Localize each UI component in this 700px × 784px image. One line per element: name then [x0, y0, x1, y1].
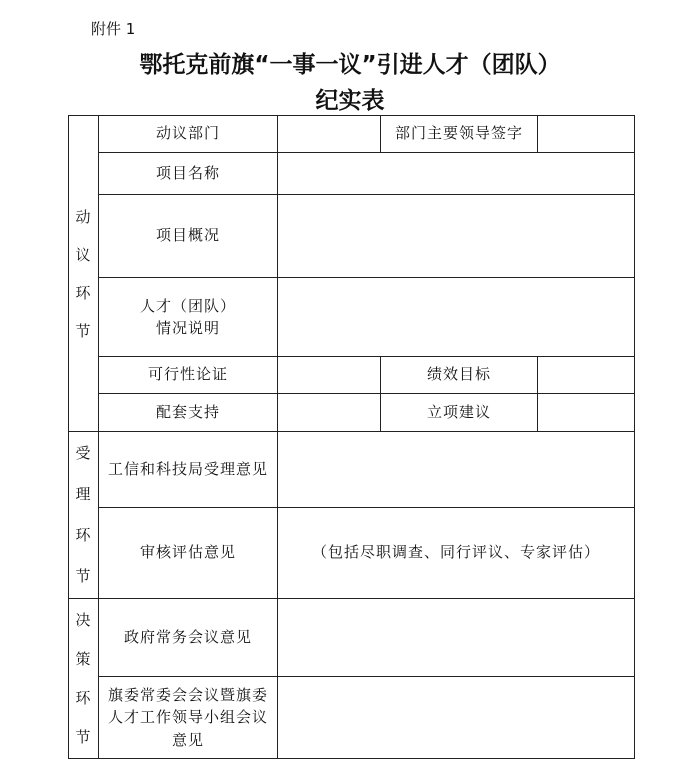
section-char: 环 — [75, 526, 92, 544]
label-line: 意见 — [171, 730, 204, 749]
section-char: 决 — [75, 610, 92, 629]
field-bureau-opinion[interactable] — [278, 432, 635, 508]
label-line: 旗委常委会会议暨旗委 — [107, 685, 268, 704]
table-row — [69, 153, 635, 195]
section-acceptance — [69, 432, 99, 599]
table-row — [69, 599, 635, 677]
table-row — [69, 508, 635, 599]
table-row — [69, 195, 635, 278]
section-char: 议 — [75, 245, 92, 264]
label-committee-opinion — [99, 677, 278, 759]
section-char: 节 — [75, 727, 92, 746]
section-char: 动 — [75, 207, 92, 226]
section-char: 节 — [75, 567, 92, 585]
label-proposing-dept: 动议部门 — [99, 116, 278, 153]
label-line: 情况说明 — [155, 319, 220, 337]
table-row — [69, 116, 635, 153]
section-char: 策 — [75, 649, 92, 668]
label-project-name: 项目名称 — [99, 153, 278, 195]
table-row — [69, 394, 635, 432]
document-title: 鄂托克前旗“一事一议”引进人才（团队） — [139, 52, 561, 78]
table-row — [69, 357, 635, 394]
record-table — [68, 115, 635, 759]
field-review-opinion[interactable]: （包括尽职调查、同行评议、专家评估） — [278, 508, 635, 599]
field-supporting-measures[interactable] — [278, 394, 381, 432]
field-dept-head-signature[interactable] — [538, 116, 635, 153]
field-feasibility[interactable] — [278, 357, 381, 394]
field-gov-meeting-opinion[interactable] — [278, 599, 635, 677]
section-char: 环 — [75, 283, 92, 302]
field-performance-goals[interactable] — [538, 357, 635, 394]
table-row — [69, 677, 635, 759]
label-line: 人才（团队） — [139, 296, 236, 315]
section-char: 节 — [75, 321, 92, 340]
section-char: 理 — [75, 485, 92, 503]
label-bureau-opinion: 工信和科技局受理意见 — [99, 432, 278, 508]
label-performance-goals: 绩效目标 — [381, 357, 538, 394]
section-proposal — [69, 116, 99, 432]
field-project-name[interactable] — [278, 153, 635, 195]
field-proposing-dept[interactable] — [278, 116, 381, 153]
field-talent-info[interactable] — [278, 278, 635, 357]
table-row — [69, 278, 635, 357]
table-row — [69, 432, 635, 508]
label-dept-head-signature: 部门主要领导签字 — [381, 116, 538, 153]
label-line: 人才工作领导小组会议 — [107, 708, 268, 727]
section-char: 受 — [75, 444, 92, 462]
field-committee-opinion[interactable] — [278, 677, 635, 759]
attachment-label: 附件 1 — [91, 20, 136, 38]
field-project-proposal[interactable] — [538, 394, 635, 432]
label-project-overview: 项目概况 — [99, 195, 278, 278]
label-project-proposal: 立项建议 — [381, 394, 538, 432]
section-char: 环 — [75, 688, 92, 707]
section-decision — [69, 599, 99, 759]
label-feasibility: 可行性论证 — [99, 357, 278, 394]
field-project-overview[interactable] — [278, 195, 635, 278]
label-talent-info — [99, 278, 278, 357]
label-supporting-measures: 配套支持 — [99, 394, 278, 432]
label-gov-meeting-opinion: 政府常务会议意见 — [99, 599, 278, 677]
document-subtitle: 纪实表 — [315, 88, 385, 114]
label-review-opinion: 审核评估意见 — [99, 508, 278, 599]
